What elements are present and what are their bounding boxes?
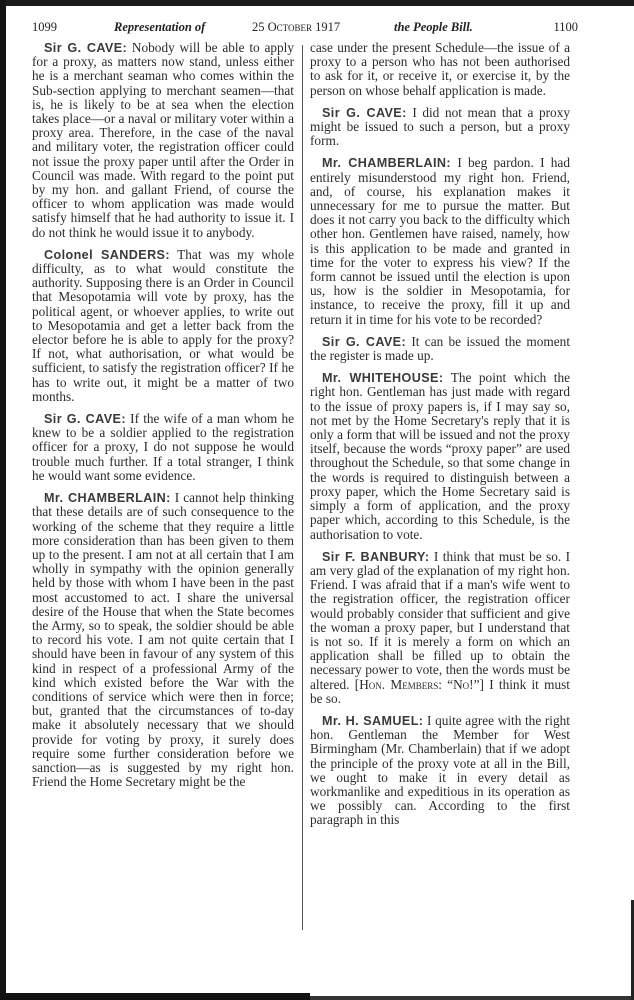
speech-continuation <box>310 41 570 98</box>
speech-text: If the wife of a man whom he knew to be a soldier applied to the registration officer for a proxy, I do not suppose he would trouble much further. If a total stranger, I think he would want some evidence. <box>32 411 295 483</box>
header-date: 25 October 1917 <box>252 20 341 34</box>
running-header <box>32 20 578 38</box>
speech <box>310 550 570 706</box>
speech-text: I think that must be so. I am very glad of the explanation of my right hon. Friend. I was afraid that if a man's wife went to the registration officer, the registration officer would probably consider that sufficient and give the woman a proxy paper, but I understand that is not so. If it is merely a form on which an application shall be filled up to obtain the necessary power to vote, then the words must be altered. <box>310 548 571 692</box>
speaker-name: Sir G. CAVE: <box>44 412 126 427</box>
speaker-name: Sir G. CAVE: <box>322 105 407 120</box>
speaker-name: Sir G. CAVE: <box>322 334 407 349</box>
speech-text: It can be issued the moment the register is made up. <box>310 333 571 364</box>
speech-text: case under the present Schedule—the issue of a proxy to a person who has not been authorised to ask for it, or receive it, or exercise it, by the person on whose behalf application is made. <box>310 40 570 98</box>
left-page-number: 1099 <box>32 20 57 34</box>
speech-text: I cannot help thinking that these details are of such consequence to the working of the scheme that they require a little more consideration than has been given to them up to the present. I am not at all certain that I am wholly in sympathy with the opinion generally held by those with whom I have been in the past most accustomed to act. I share the universal desire of the House that when the State becomes the Army, so to speak, the soldier should be able to record his vote. I am not quite certain that I should have been in favour of any system of this kind in respect of a professional Army of the kind which existed before the War with the conditions of service which were then in force; but, granted that the circumstances of to-day make it absolutely necessary that we should provide for voting by proxy, it surely does require some further consideration before we sanction—as is suggested by my right hon. Friend the Home Secretary might be the <box>32 490 294 790</box>
speech-text-after: I think it must be so. <box>310 676 570 706</box>
right-column <box>310 41 570 836</box>
speaker-name: Mr. CHAMBERLAIN: <box>322 156 452 171</box>
speech-text: I quite agree with the right hon. Gentleman the Member for West Birmingham (Mr. Chamberlain) that if we adopt the principle of the proxy vote at all in the Bill, we ought to make it in every detail as workmanlike and expeditious in its operation as we possibly can. According to the first paragraph in this <box>310 712 570 828</box>
speaker-name: Sir G. CAVE: <box>44 41 128 55</box>
header-title-right: the People Bill. <box>394 20 473 34</box>
speech <box>32 248 294 404</box>
speaker-name: Mr. H. SAMUEL: <box>322 713 424 728</box>
speech <box>32 41 294 240</box>
speech <box>310 714 570 828</box>
speech-text: I did not mean that a proxy might be issued to such a person, but a proxy form. <box>310 104 571 149</box>
speech <box>310 335 570 363</box>
speech <box>310 371 570 541</box>
speech <box>310 156 570 326</box>
speech-text: Nobody will be able to apply for a proxy, as matters now stand, unless either he is a merchant seaman who comes within the Sub-section applying to merchant seamen—that is, he is likely to be at sea when the election takes place—or a naval or military voter within a proxy area. Therefore, in the case of the naval and military voter, the registration officer could not issue the proxy paper until after the Order in Council was made. With regard to the point put by my hon. and gallant Friend, of course the officer to whom application was made would satisfy himself that he had authority to issue it. I do not think he would issue it to anybody. <box>32 40 295 240</box>
scan-border-bottom-right <box>310 996 634 1000</box>
speech-text: That was my whole difficulty, as to what would constitute the authority. Supposing there is an Order in Council that Mesopotamia will vote by proxy, has the political agent, or whoever applies, to write out to Mesopotamia and get a letter back from the elector before he is able to apply for the proxy? If not, what authorisation, or what would be sufficient, to satisfy the registration officer? If he has to write out, it might be a matter of two months. <box>32 246 294 404</box>
header-title-left: Representation of <box>114 20 206 34</box>
speech <box>32 491 294 789</box>
speech <box>310 106 570 149</box>
speaker-name: Mr. CHAMBERLAIN: <box>44 491 171 506</box>
left-column <box>32 41 294 797</box>
right-page-number: 1100 <box>553 20 578 34</box>
scan-border-left <box>0 0 6 1000</box>
speaker-name: Mr. WHITEHOUSE: <box>322 371 444 386</box>
interjection: [Hon. Members: “No!”] <box>354 676 484 692</box>
scan-border-top <box>0 0 634 6</box>
speech-text: The point which the right hon. Gentleman has just made with regard to the issue of proxy papers is, if I may say so, not met by the Home Secretary's reply that it is only a form that will be issued and not the proxy itself, because the words “proxy paper” are used throughout the Schedule, so that some change in the words is required to distinguish between a proxy paper, which the Home Secretary said is simply a form of application, and the proxy paper which, according to this Schedule, is the authorisation to vote. <box>310 370 570 542</box>
speech-text: I beg pardon. I had entirely misunderstood my right hon. Friend, and, of course, his explanation makes it unnecessary for me to pursue the matter. But does it not carry you back to the difficulty which other hon. Gentlemen have raised, namely, how is this application to be made and granted in time for the voter to express his view? If the form cannot be issued until the election is upon us, how is the soldier in Mesopotamia, for instance, to receive the proxy, fill it up and return it in time for his vote to be recorded? <box>310 155 570 327</box>
speaker-name: Colonel SANDERS: <box>44 247 170 262</box>
column-divider <box>302 45 303 930</box>
scan-border-bottom <box>0 993 310 1000</box>
speaker-name: Sir F. BANBURY: <box>322 549 430 564</box>
speech <box>32 412 294 483</box>
